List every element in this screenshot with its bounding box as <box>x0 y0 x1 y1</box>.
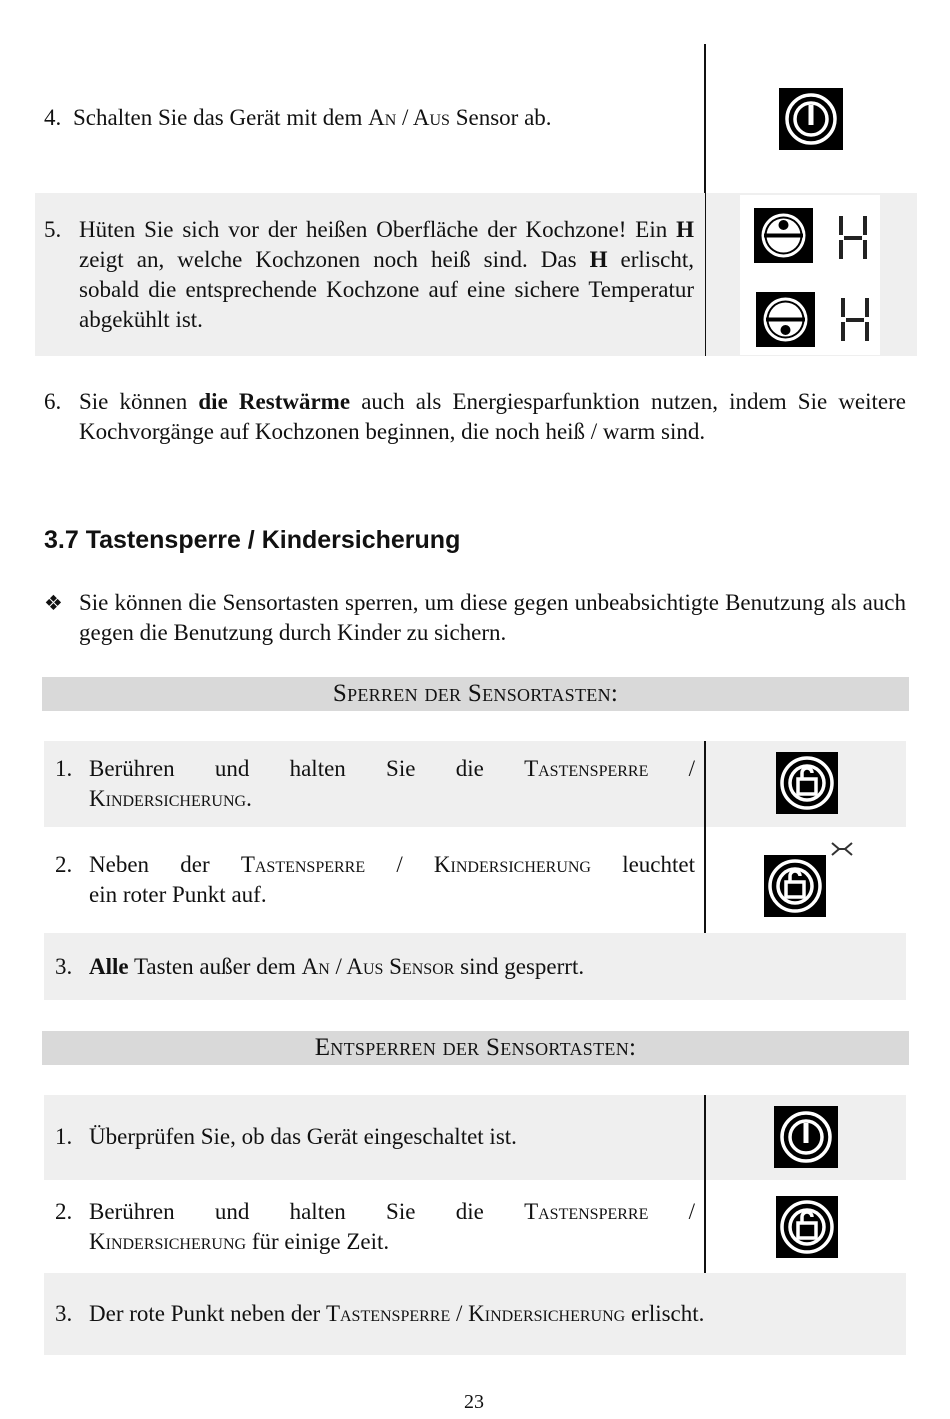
step-5-text-a: Hüten Sie sich vor der heißen Oberfläche der Kochzone! Ein <box>79 217 677 242</box>
lock-icon-active <box>764 855 826 917</box>
power-icon-unlock <box>774 1106 838 1168</box>
lock-step-2-line1: Neben der Tastensperre / Kindersicherung leuchtet <box>89 852 695 877</box>
lock-step-1-line1 <box>89 754 695 784</box>
section-title: 3.7 Tastensperre / Kindersicherung <box>44 526 461 554</box>
step-5-h2: H <box>589 247 608 272</box>
lock-step-2-line2: ein roter Punkt auf. <box>89 882 267 907</box>
lock-icon <box>776 752 838 814</box>
lock-step-2-pre: Neben der <box>89 852 241 877</box>
hot-zone-icon-front <box>754 208 813 263</box>
step-5 <box>44 215 694 335</box>
lock-step-1-sc-a: Tastensperre / <box>524 756 696 781</box>
step-6-text <box>79 387 906 447</box>
unlock-step-2-sc-a: Tastensperre / <box>524 1199 696 1224</box>
step-4-text-post: Sensor ab. <box>449 105 552 130</box>
unlock-step-2-number: 2. <box>55 1199 73 1224</box>
lock-step-3-number: 3. <box>55 954 73 979</box>
unlock-step-1-number: 1. <box>55 1124 73 1149</box>
unlock-step-3 <box>55 1299 900 1329</box>
step-6-bold: die Restwärme <box>198 389 351 414</box>
lock-icon-unlock <box>776 1196 838 1258</box>
lock-step-2 <box>55 850 695 910</box>
unlock-band-title: Entsperren der Sensortasten: <box>314 1034 637 1061</box>
lock-step-1-post: . <box>246 786 252 811</box>
unlock-step-1 <box>55 1122 695 1152</box>
unlock-step-2-pre: Berühren und halten Sie die <box>89 1199 525 1224</box>
lock-step-1-sc-b: Kindersicherung <box>89 786 247 811</box>
section-intro <box>44 588 906 648</box>
unlock-step-2-line1 <box>89 1197 695 1227</box>
lock-step-2-sc: Tastensperre / Kindersicherung <box>240 852 591 877</box>
section-intro-text: Sie können die Sensortasten sperren, um diese gegen unbeabsichtigte Benutzung als auch gegen die Benutzung durch Kinder zu sichern. <box>79 590 906 645</box>
lock-step-1-line2 <box>89 784 695 814</box>
page-number: 23 <box>464 1391 484 1413</box>
unlock-step-3-text <box>89 1299 900 1329</box>
unlock-step-2-line2 <box>89 1227 695 1257</box>
unlock-step-2 <box>55 1197 695 1257</box>
step-6 <box>44 387 906 447</box>
step-5-number: 5. <box>44 217 62 242</box>
step-6-number: 6. <box>44 389 62 414</box>
h-display-icon-2 <box>840 297 870 343</box>
step-4-number: 4. <box>44 105 62 130</box>
lock-step-3-post: sind gesperrt. <box>454 954 585 979</box>
lock-band <box>42 677 909 711</box>
unlock-step-3-post: erlischt. <box>625 1301 705 1326</box>
unlock-step-3-pre: Der rote Punkt neben der <box>89 1301 326 1326</box>
bullet-icon: ❖ <box>44 591 63 615</box>
step-5-text <box>79 215 694 335</box>
unlock-step-3-number: 3. <box>55 1301 73 1326</box>
step-4 <box>44 103 694 133</box>
lock-step-1 <box>55 754 695 814</box>
lock-step-3-sc: An / Aus Sensor <box>301 954 455 979</box>
h-display-icon-1 <box>838 215 868 261</box>
step-5-text-c: erlischt, sobald die entsprechende Kochzone auf eine sichere Temperatur abgekühlt ist. <box>79 247 694 332</box>
lock-step-2-number: 2. <box>55 852 73 877</box>
step-5-h1: H <box>676 217 694 242</box>
step-4-sc: An / Aus <box>368 105 450 130</box>
lock-step-3-bold: Alle <box>89 954 129 979</box>
step-6-pre: Sie können <box>79 389 199 414</box>
lock-step-1-number: 1. <box>55 756 73 781</box>
lock-step-3-pre: Tasten außer dem <box>128 954 302 979</box>
step-5-text-b: zeigt an, welche Kochzonen noch heiß sind. Das <box>79 247 590 272</box>
lock-band-title: Sperren der Sensortasten: <box>332 680 619 707</box>
power-icon <box>779 88 843 150</box>
lock-step-1-pre: Berühren und halten Sie die <box>89 756 525 781</box>
step-6-post: auch als Energiesparfunktion nutzen, indem Sie weitere Kochvorgänge auf Kochzonen beginnen, die noch heiß / warm sind. <box>79 389 906 444</box>
unlock-band <box>42 1031 909 1065</box>
unlock-step-2-post: für einige Zeit. <box>246 1229 390 1254</box>
unlock-step-2-sc-b: Kindersicherung <box>89 1229 247 1254</box>
lock-step-3-text <box>89 952 895 982</box>
unlock-step-3-sc: Tastensperre / Kindersicherung <box>325 1301 626 1326</box>
hot-zone-icon-rear <box>756 292 815 347</box>
step-4-text-pre: Schalten Sie das Gerät mit dem <box>73 105 369 130</box>
unlock-step-1-text: Überprüfen Sie, ob das Gerät eingeschaltet ist. <box>89 1124 517 1149</box>
red-dot-indicator-icon <box>830 840 854 860</box>
lock-step-3 <box>55 952 895 982</box>
